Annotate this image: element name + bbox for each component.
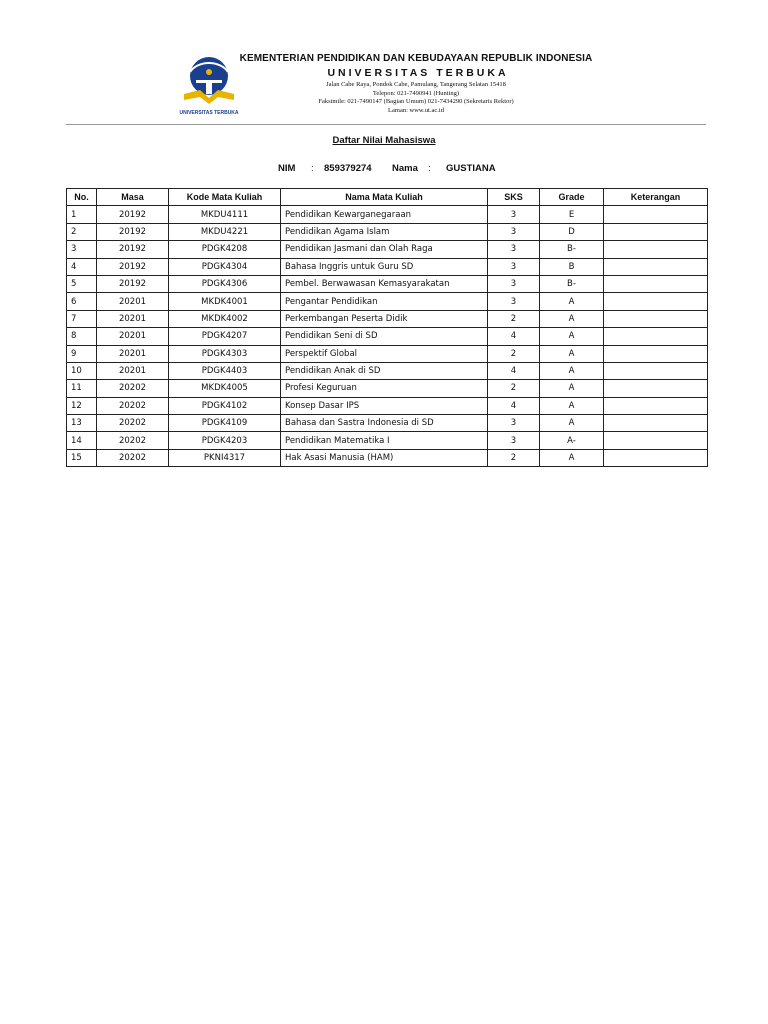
header-grade: Grade xyxy=(540,189,604,206)
cell-masa: 20201 xyxy=(97,310,169,327)
cell-nama: Perkembangan Peserta Didik xyxy=(281,310,488,327)
header-divider xyxy=(66,124,706,125)
cell-masa: 20192 xyxy=(97,206,169,223)
cell-grade: E xyxy=(540,206,604,223)
cell-nama: Bahasa dan Sastra Indonesia di SD xyxy=(281,415,488,432)
name-value: GUSTIANA xyxy=(446,163,496,174)
universitas-terbuka-logo xyxy=(176,54,242,120)
phone: Telepon: 021-7490941 (Hunting) xyxy=(372,89,460,97)
cell-nama: Hak Asasi Manusia (HAM) xyxy=(281,449,488,466)
cell-keterangan xyxy=(604,415,708,432)
cell-kode: PDGK4403 xyxy=(169,362,281,379)
cell-grade: A xyxy=(540,345,604,362)
logo-caption: UNIVERSITAS TERBUKA xyxy=(179,110,239,116)
cell-no: 11 xyxy=(67,380,97,397)
university-name: UNIVERSITAS TERBUKA xyxy=(327,67,509,79)
cell-masa: 20202 xyxy=(97,432,169,449)
cell-nama: Pembel. Berwawasan Kemasyarakatan xyxy=(281,275,488,292)
table-row xyxy=(67,275,708,292)
cell-kode: PDGK4303 xyxy=(169,345,281,362)
cell-sks: 4 xyxy=(488,397,540,414)
cell-sks: 4 xyxy=(488,362,540,379)
cell-masa: 20202 xyxy=(97,397,169,414)
table-row xyxy=(67,432,708,449)
cell-no: 6 xyxy=(67,293,97,310)
cell-grade: B xyxy=(540,258,604,275)
cell-sks: 2 xyxy=(488,310,540,327)
cell-masa: 20201 xyxy=(97,345,169,362)
cell-masa: 20202 xyxy=(97,415,169,432)
cell-keterangan xyxy=(604,258,708,275)
cell-nama: Pengantar Pendidikan xyxy=(281,293,488,310)
cell-sks: 3 xyxy=(488,293,540,310)
cell-keterangan xyxy=(604,293,708,310)
cell-kode: PDGK4208 xyxy=(169,241,281,258)
cell-sks: 2 xyxy=(488,345,540,362)
cell-keterangan xyxy=(604,223,708,240)
cell-nama: Pendidikan Seni di SD xyxy=(281,328,488,345)
cell-nama: Pendidikan Jasmani dan Olah Raga xyxy=(281,241,488,258)
nim-value: 859379274 xyxy=(324,163,372,174)
table-row xyxy=(67,310,708,327)
table-row xyxy=(67,380,708,397)
cell-grade: A xyxy=(540,310,604,327)
cell-no: 15 xyxy=(67,449,97,466)
table-row xyxy=(67,362,708,379)
table-row xyxy=(67,397,708,414)
cell-masa: 20202 xyxy=(97,380,169,397)
cell-keterangan xyxy=(604,275,708,292)
cell-grade: A xyxy=(540,362,604,379)
cell-kode: MKDK4002 xyxy=(169,310,281,327)
cell-kode: PDGK4304 xyxy=(169,258,281,275)
cell-no: 9 xyxy=(67,345,97,362)
cell-masa: 20201 xyxy=(97,293,169,310)
cell-masa: 20192 xyxy=(97,258,169,275)
cell-nama: Profesi Keguruan xyxy=(281,380,488,397)
cell-sks: 2 xyxy=(488,449,540,466)
cell-nama: Pendidikan Anak di SD xyxy=(281,362,488,379)
cell-masa: 20192 xyxy=(97,223,169,240)
cell-nama: Pendidikan Agama Islam xyxy=(281,223,488,240)
cell-sks: 4 xyxy=(488,328,540,345)
cell-grade: B- xyxy=(540,241,604,258)
ministry-name: KEMENTERIAN PENDIDIKAN DAN KEBUDAYAAN REPUBLIK INDONESIA xyxy=(239,53,593,64)
header-nama: Nama Mata Kuliah xyxy=(281,189,488,206)
header-no: No. xyxy=(67,189,97,206)
cell-masa: 20192 xyxy=(97,241,169,258)
letterhead-text xyxy=(236,52,596,115)
cell-sks: 3 xyxy=(488,432,540,449)
cell-grade: B- xyxy=(540,275,604,292)
cell-no: 1 xyxy=(67,206,97,223)
table-row xyxy=(67,293,708,310)
table-row xyxy=(67,415,708,432)
cell-no: 7 xyxy=(67,310,97,327)
nim-label: NIM xyxy=(278,163,296,174)
cell-grade: A xyxy=(540,328,604,345)
fax: Faksimile: 021-7490147 (Bagian Umum) 021-7434290 (Sekretaris Rektor) xyxy=(318,98,514,105)
cell-nama: Bahasa Inggris untuk Guru SD xyxy=(281,258,488,275)
cell-no: 3 xyxy=(67,241,97,258)
cell-sks: 3 xyxy=(488,258,540,275)
table-row xyxy=(67,223,708,240)
cell-sks: 2 xyxy=(488,380,540,397)
cell-masa: 20201 xyxy=(97,328,169,345)
cell-no: 12 xyxy=(67,397,97,414)
cell-nama: Konsep Dasar IPS xyxy=(281,397,488,414)
cell-kode: MKDU4111 xyxy=(169,206,281,223)
cell-kode: PDGK4109 xyxy=(169,415,281,432)
cell-kode: MKDU4221 xyxy=(169,223,281,240)
cell-grade: A- xyxy=(540,432,604,449)
cell-keterangan xyxy=(604,328,708,345)
cell-grade: A xyxy=(540,380,604,397)
cell-keterangan xyxy=(604,206,708,223)
nim-separator: : xyxy=(311,163,314,174)
cell-sks: 3 xyxy=(488,241,540,258)
cell-kode: MKDK4005 xyxy=(169,380,281,397)
cell-sks: 3 xyxy=(488,275,540,292)
cell-keterangan xyxy=(604,449,708,466)
cell-masa: 20201 xyxy=(97,362,169,379)
cell-nama: Perspektif Global xyxy=(281,345,488,362)
cell-no: 10 xyxy=(67,362,97,379)
cell-grade: D xyxy=(540,223,604,240)
cell-nama: Pendidikan Kewarganegaraan xyxy=(281,206,488,223)
table-header-row xyxy=(67,189,708,206)
header-sks: SKS xyxy=(488,189,540,206)
cell-no: 13 xyxy=(67,415,97,432)
cell-keterangan xyxy=(604,380,708,397)
cell-no: 4 xyxy=(67,258,97,275)
table-row xyxy=(67,258,708,275)
letterhead xyxy=(66,50,706,120)
address: Jalan Cabe Raya, Pondok Cabe, Pamulang, Tangerang Selatan 15418 xyxy=(326,81,506,88)
student-identity xyxy=(0,163,768,177)
cell-no: 14 xyxy=(67,432,97,449)
name-separator: : xyxy=(428,163,431,174)
cell-grade: A xyxy=(540,397,604,414)
cell-keterangan xyxy=(604,310,708,327)
header-masa: Masa xyxy=(97,189,169,206)
cell-no: 8 xyxy=(67,328,97,345)
table-row xyxy=(67,206,708,223)
cell-no: 2 xyxy=(67,223,97,240)
table-row xyxy=(67,449,708,466)
table-row xyxy=(67,241,708,258)
cell-keterangan xyxy=(604,241,708,258)
cell-keterangan xyxy=(604,345,708,362)
cell-sks: 3 xyxy=(488,415,540,432)
cell-kode: PDGK4102 xyxy=(169,397,281,414)
cell-grade: A xyxy=(540,415,604,432)
name-label: Nama xyxy=(392,163,418,174)
cell-kode: PDGK4306 xyxy=(169,275,281,292)
cell-kode: PKNI4317 xyxy=(169,449,281,466)
header-kode: Kode Mata Kuliah xyxy=(169,189,281,206)
cell-sks: 3 xyxy=(488,223,540,240)
cell-grade: A xyxy=(540,293,604,310)
cell-no: 5 xyxy=(67,275,97,292)
cell-keterangan xyxy=(604,432,708,449)
cell-masa: 20192 xyxy=(97,275,169,292)
cell-keterangan xyxy=(604,397,708,414)
table-row xyxy=(67,345,708,362)
cell-kode: MKDK4001 xyxy=(169,293,281,310)
document-title xyxy=(0,135,768,146)
website: Laman: www.ut.ac.id xyxy=(388,106,444,114)
header-keterangan: Keterangan xyxy=(604,189,708,206)
cell-kode: PDGK4207 xyxy=(169,328,281,345)
cell-kode: PDGK4203 xyxy=(169,432,281,449)
cell-sks: 3 xyxy=(488,206,540,223)
cell-nama: Pendidikan Matematika I xyxy=(281,432,488,449)
cell-masa: 20202 xyxy=(97,449,169,466)
cell-keterangan xyxy=(604,362,708,379)
grades-table xyxy=(66,188,708,467)
document-title-text: Daftar Nilai Mahasiswa xyxy=(332,135,436,146)
table-row xyxy=(67,328,708,345)
cell-grade: A xyxy=(540,449,604,466)
